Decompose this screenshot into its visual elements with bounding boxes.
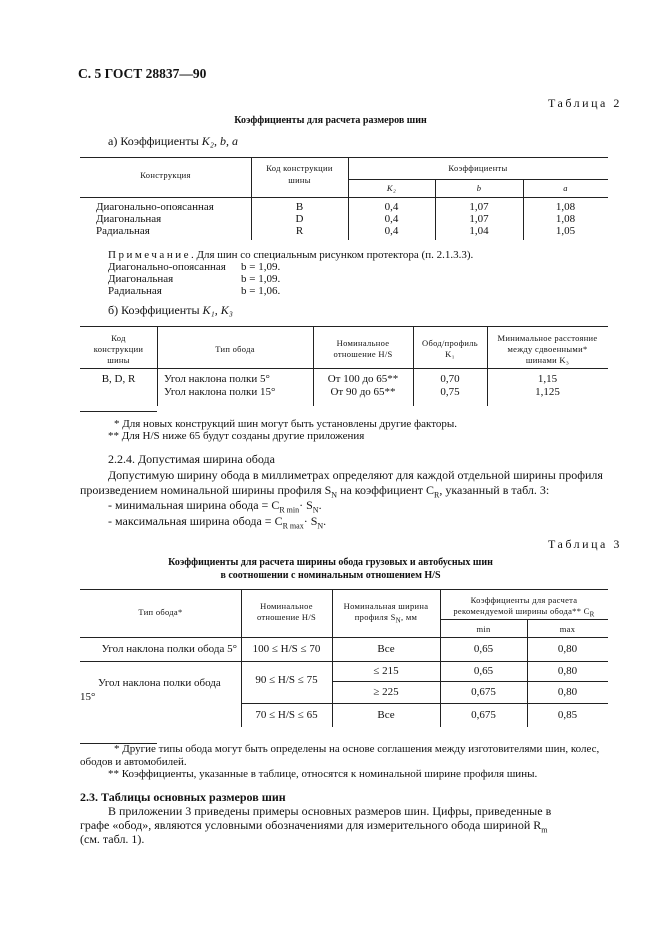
- t2b-row1-k1: 0,70: [440, 373, 460, 385]
- t2a-row3-construction: Радиальная: [96, 225, 150, 237]
- t3-row2-max: 0,80: [557, 665, 578, 677]
- table3-title-2: в соотношении с номинальным отношением H/S: [220, 570, 441, 581]
- table3-title-1: Коэффициенты для расчета ширины обода грузовых и автобусных шин: [168, 557, 493, 568]
- t2b-header-code-3: шины: [107, 355, 130, 365]
- t3-row1-width: Все: [377, 643, 395, 655]
- table2-title: Коэффициенты для расчета размеров шин: [234, 115, 427, 126]
- t3-row4-max: 0,85: [557, 709, 578, 721]
- t2b-row1-rim: Угол наклона полки 5°: [164, 373, 270, 385]
- t2a-header-coefficients: Коэффициенты: [448, 163, 508, 173]
- section-23-line-3: (см. табл. 1).: [80, 832, 145, 846]
- t3-header-max: max: [559, 624, 576, 634]
- table2b-subtitle: б) Коэффициенты K₁, K₃: [108, 303, 233, 317]
- t2b-row2-k1: 0,75: [440, 386, 460, 398]
- t3-row1-max: 0,80: [557, 643, 578, 655]
- t3-header-ratio-1: Номинальное: [260, 601, 313, 611]
- t3-row2-ratio: 90 ≤ H/S ≤ 75: [255, 674, 318, 686]
- t2a-row3-b: 1,04: [469, 225, 489, 237]
- t3-header-min: min: [476, 624, 491, 634]
- t2b-header-ratio-2: отношение H/S: [333, 349, 393, 359]
- t2a-row3-code: R: [295, 225, 304, 237]
- t3-footnote-1-l1: * Другие типы обода могут быть определены на основе соглашения между изготовителями шин, колес,: [114, 743, 600, 755]
- t2a-row1-code: В: [295, 201, 304, 213]
- t3-row1-min: 0,65: [473, 643, 494, 655]
- t3-row4-min: 0,675: [471, 709, 496, 721]
- t2a-note-row2-value: b = 1,09.: [241, 273, 281, 285]
- t2a-note: Примечание. Для шин со специальным рисунком протектора (п. 2.1.3.3).: [108, 249, 474, 261]
- t2b-header-rp-1: Обод/профиль: [422, 338, 478, 348]
- t3-footnote-2: ** Коэффициенты, указанные в таблице, относятся к номинальной ширине профиля шины.: [108, 768, 538, 780]
- t2b-header-code-1: Код: [111, 333, 126, 343]
- t2a-row1-a: 1,08: [555, 201, 576, 213]
- section-224-item-min: - минимальная ширина обода = $C_{R min}\cdot S_N$.: [108, 498, 322, 515]
- t2b-row2-rim: Угол наклона полки 15°: [164, 386, 276, 398]
- t2a-header-a: a: [563, 183, 568, 193]
- t3-row1-ratio: 100 ≤ H/S ≤ 70: [252, 643, 321, 655]
- t2a-header-code-2: шины: [288, 175, 311, 185]
- t2b-footnote-1: * Для новых конструкций шин могут быть установлены другие факторы.: [114, 418, 457, 430]
- t2a-row3-a: 1,05: [555, 225, 576, 237]
- t2a-note-row1-name: Диагонально-опоясанная: [108, 261, 226, 273]
- t3-row3-max: 0,80: [557, 686, 578, 698]
- section-23-heading: 2.3. Таблицы основных размеров шин: [80, 790, 286, 804]
- t3-row4-width: Все: [377, 709, 395, 721]
- t2a-row1-construction: Диагонально-опоясанная: [96, 201, 214, 213]
- t2b-header-min-2: между сдвоенными*: [507, 344, 588, 354]
- t2a-header-code-1: Код конструкции: [266, 163, 333, 173]
- t2a-row2-construction: Диагональная: [96, 213, 162, 225]
- t3-row3-width: ≥ 225: [373, 686, 399, 698]
- table3-label: Таблица 3: [548, 537, 622, 551]
- t2b-row2-k3: 1,125: [535, 386, 560, 398]
- page-header: С. 5 ГОСТ 28837—90: [78, 66, 207, 81]
- t3-row2-rim-1: Угол наклона полки обода: [98, 677, 221, 689]
- t2a-header-b: b: [476, 183, 482, 193]
- t2a-note-row3-name: Радиальная: [108, 285, 162, 297]
- section-23-line-2: графе «обод», являются условными обозначениями для измерительного обода шириной $R_m$: [80, 818, 548, 835]
- t3-header-width-1: Номинальная ширина: [343, 601, 429, 611]
- t3-header-ratio-2: отношение H/S: [256, 612, 317, 622]
- t2b-header-rp-2: K₁: [445, 349, 455, 359]
- t3-header-width-2: профиля $S_N$, мм: [354, 612, 418, 625]
- t3-header-coef-2: рекомендуемой ширины обода** $C_R$: [453, 606, 595, 619]
- t2a-note-row3-value: b = 1,06.: [241, 285, 281, 297]
- t3-footnote-1-l2: ободов и автомобилей.: [80, 756, 187, 768]
- t2a-row2-b: 1,07: [469, 213, 489, 225]
- t2b-code-value: B, D, R: [101, 373, 136, 385]
- section-224-heading: 2.2.4. Допустимая ширина обода: [108, 452, 275, 466]
- t2a-note-row2-name: Диагональная: [108, 273, 174, 285]
- t2b-footnote-2: ** Для H/S ниже 65 будут созданы другие приложения: [108, 430, 365, 442]
- section-23-line-1: В приложении 3 приведены примеры основных размеров шин. Цифры, приведенные в: [108, 804, 552, 818]
- t2b-header-min-3: шинами K₃: [525, 355, 570, 365]
- t3-row4-ratio: 70 ≤ H/S ≤ 65: [255, 709, 318, 721]
- t2b-row1-ratio: От 100 до 65**: [327, 373, 399, 385]
- section-224-item-max: - максимальная ширина обода = $C_{R max}\cdot S_N$.: [108, 514, 327, 531]
- t2a-row2-a: 1,08: [555, 213, 576, 225]
- section-224-para-2: произведением номинальной ширины профиля $S_N$ на коэффициент $C_R$, указанный в табл. 3:: [80, 483, 550, 500]
- t2a-row2-code: D: [295, 213, 304, 225]
- t2a-note-row1-value: b = 1,09.: [241, 261, 281, 273]
- t2a-row3-k2: 0,4: [384, 225, 399, 237]
- t3-row2-min: 0,65: [473, 665, 494, 677]
- t2b-header-ratio-1: Номинальное: [336, 338, 390, 348]
- t2a-row1-b: 1,07: [469, 201, 489, 213]
- t2a-row1-k2: 0,4: [384, 201, 399, 213]
- t3-header-rim: Тип обода*: [138, 607, 183, 617]
- t2a-header-construction: Конструкция: [140, 170, 191, 180]
- t3-row2-rim-2: 15°: [80, 691, 96, 703]
- t2a-row2-k2: 0,4: [384, 213, 399, 225]
- t2b-row1-k3: 1,15: [537, 373, 558, 385]
- t2b-header-code-2: конструкции: [93, 344, 144, 354]
- t3-header-coef-1: Коэффициенты для расчета: [470, 595, 578, 605]
- section-224-para-1: Допустимую ширину обода в миллиметрах определяют для каждой отдельной ширины профиля: [108, 468, 603, 482]
- t2b-header-min-1: Минимальное расстояние: [497, 333, 598, 343]
- table2-label: Таблица 2: [548, 96, 622, 110]
- t2a-header-k2: K₂: [386, 183, 397, 193]
- t3-row2-width: ≤ 215: [373, 665, 399, 677]
- t2b-header-rim: Тип обода: [215, 344, 255, 354]
- t3-row3-min: 0,675: [471, 686, 496, 698]
- table2a-subtitle: а) Коэффициенты K₂, b, a: [108, 134, 238, 148]
- t3-row1-rim: Угол наклона полки обода 5°: [101, 643, 237, 655]
- t2b-row2-ratio: От 90 до 65**: [330, 386, 396, 398]
